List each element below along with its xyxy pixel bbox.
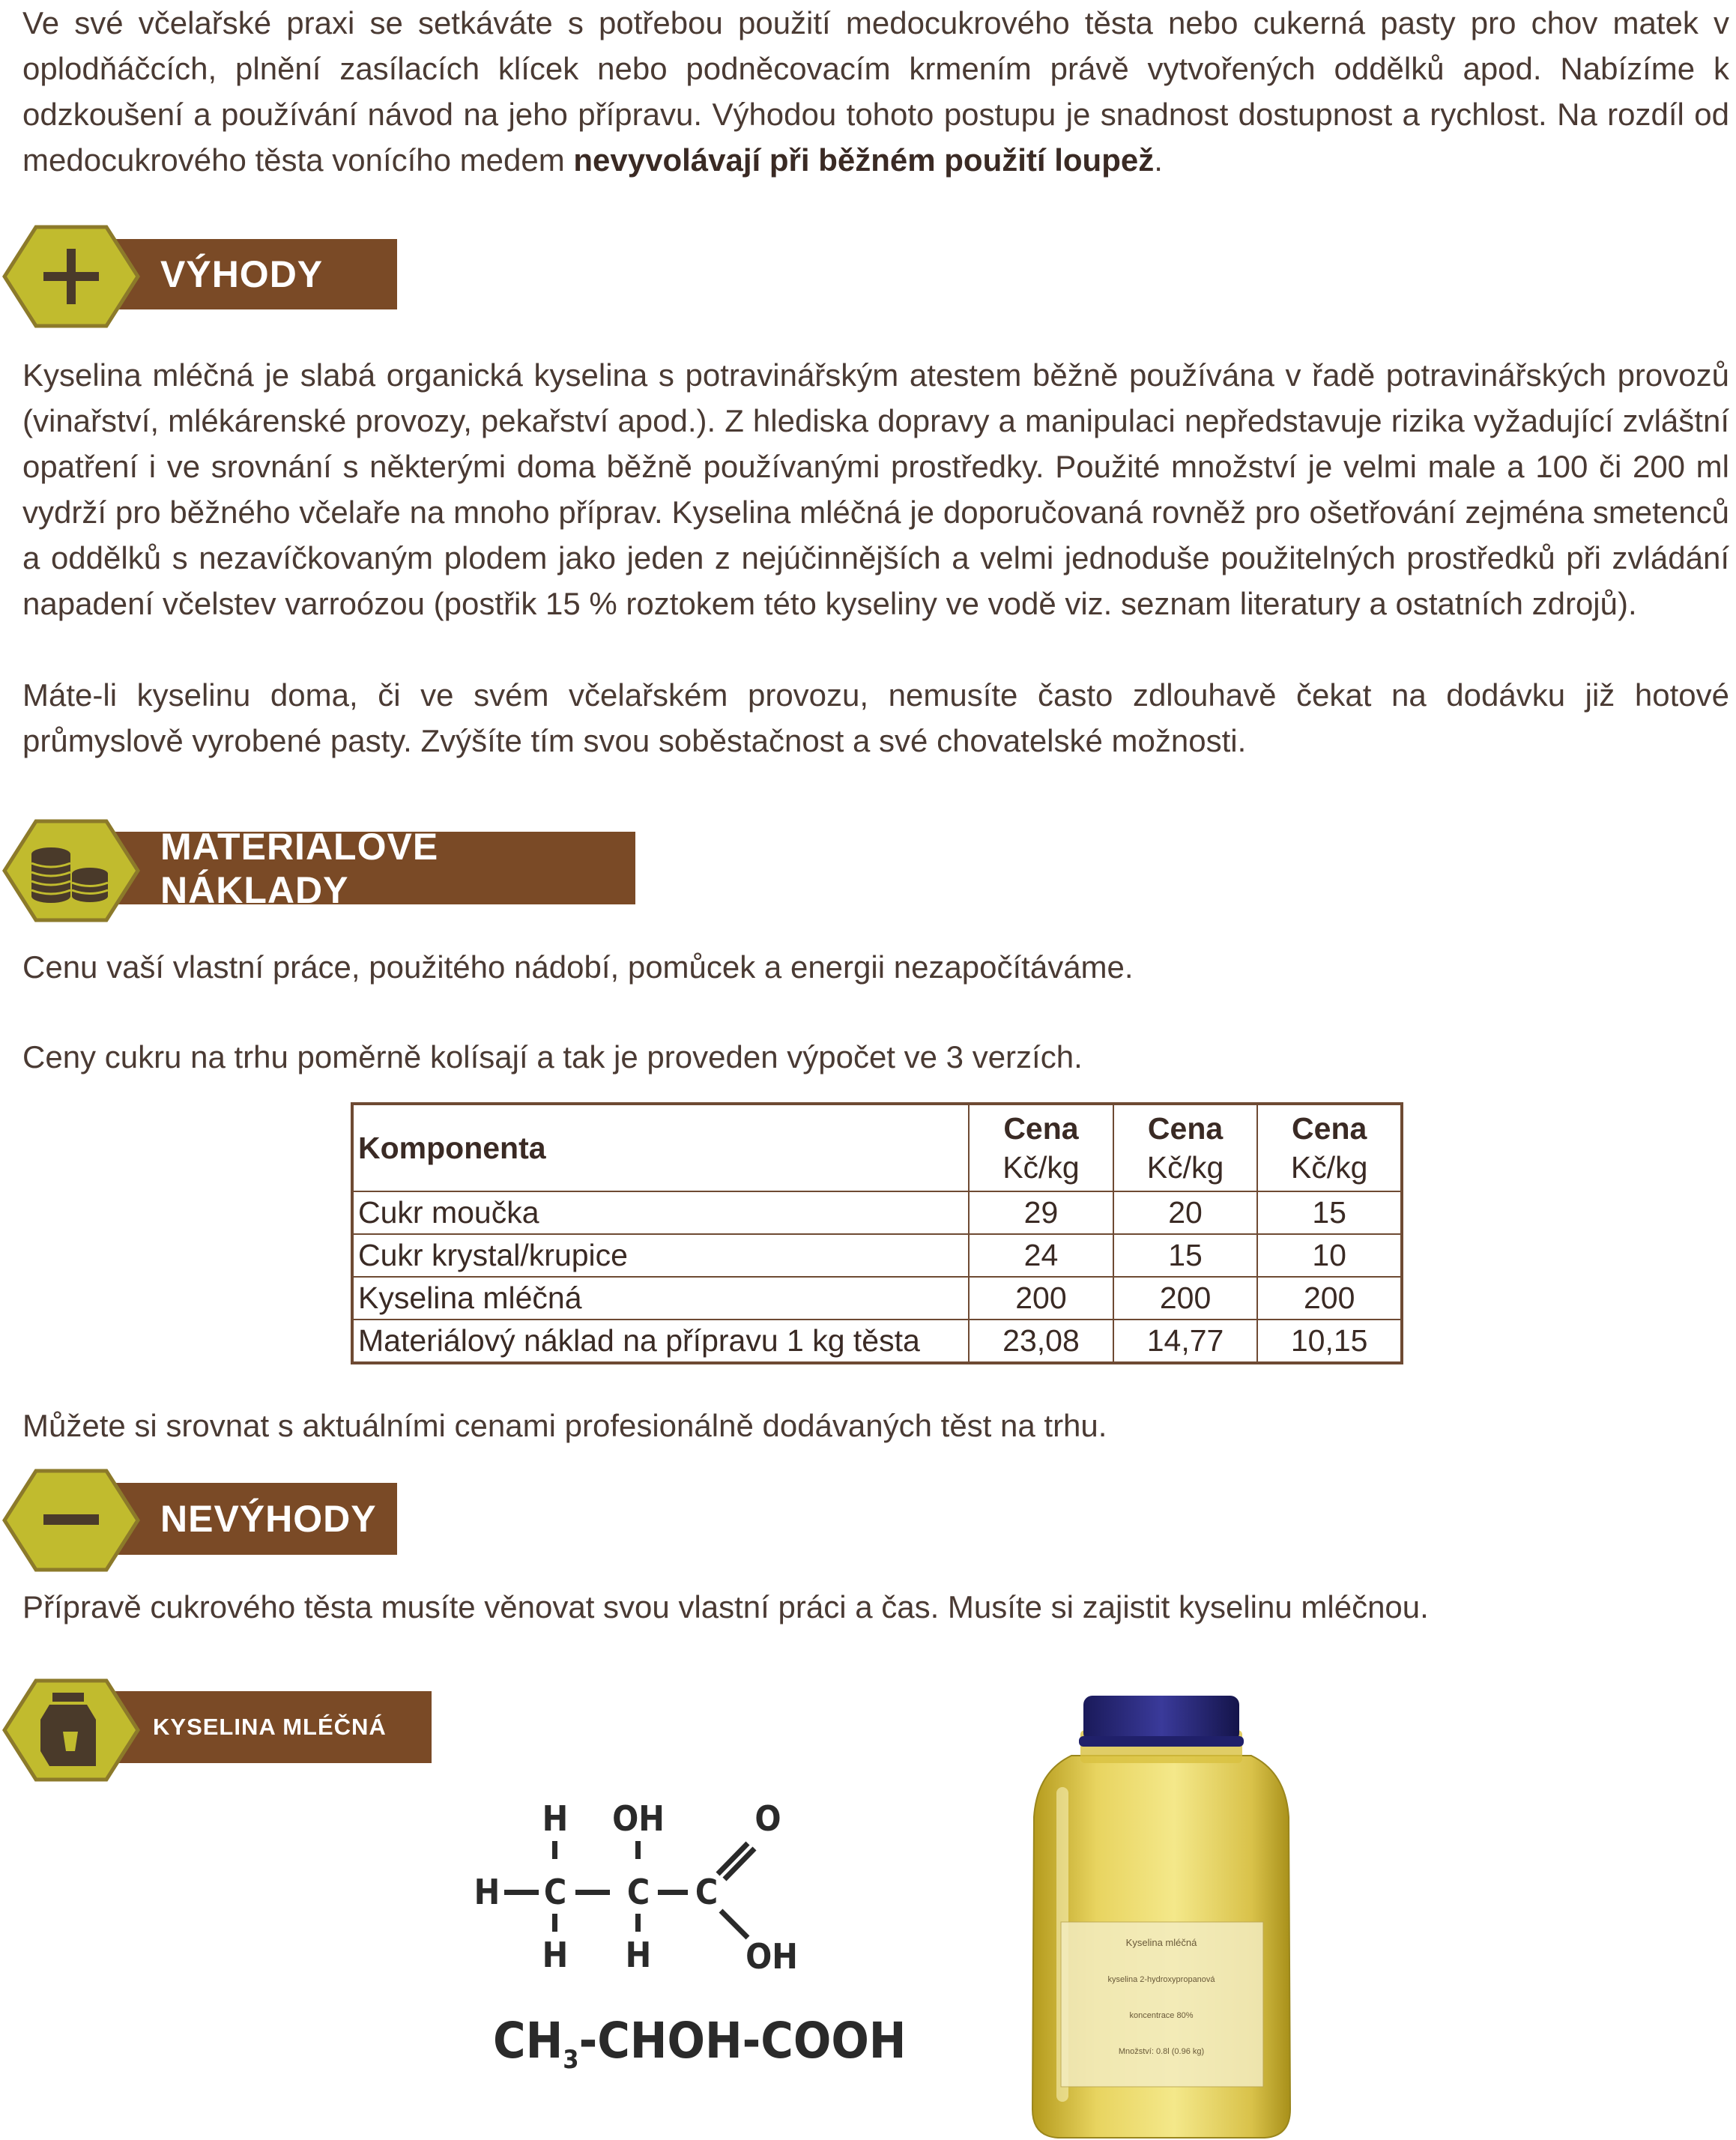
- plus-icon: [0, 223, 142, 330]
- table-row: [352, 1320, 1402, 1363]
- column-header-price-3: Cena Kč/kg: [1257, 1104, 1402, 1191]
- row-label: Cukr krystal/krupice: [352, 1234, 969, 1277]
- costs-after-table: Můžete si srovnat s aktuálními cenami profesionálně dodávaných těst na trhu.: [22, 1408, 1107, 1443]
- cell-value: 10,15: [1257, 1320, 1402, 1363]
- section-title: VÝHODY: [90, 239, 397, 309]
- cell-value: 29: [969, 1191, 1113, 1234]
- bond-c1-top: [552, 1841, 557, 1859]
- atom-c3: C: [695, 1872, 719, 1912]
- disadvantages-text: Přípravě cukrového těsta musíte věnovat svou vlastní práci a čas. Musíte si zajistit kyselinu mléčnou.: [22, 1589, 1429, 1624]
- bond-c2-c3: [658, 1890, 688, 1895]
- column-header-price-1: Cena Kč/kg: [969, 1104, 1113, 1191]
- structural-formula: [465, 1791, 907, 2076]
- costs-line-1: Cenu vaší vlastní práce, použitého nádobí, pomůcek a energii nezapočítáváme.: [22, 949, 1134, 985]
- cell-value: 200: [1113, 1277, 1258, 1320]
- atom-h-bottom: H: [542, 1935, 569, 1975]
- costs-line-2: Ceny cukru na trhu poměrně kolísají a tak je proveden výpočet ve 3 verzích.: [22, 1039, 1083, 1074]
- bond-c2-top: [635, 1841, 641, 1859]
- row-label: Cukr moučka: [352, 1191, 969, 1234]
- cell-value: 14,77: [1113, 1320, 1258, 1363]
- table-row: [352, 1191, 1402, 1234]
- cell-value: 20: [1113, 1191, 1258, 1234]
- cell-value: 200: [969, 1277, 1113, 1320]
- atom-h-left: H: [474, 1872, 500, 1912]
- atom-c2: C: [626, 1872, 650, 1912]
- label-line: Množství: 0.8l (0.96 kg): [1118, 2047, 1205, 2056]
- atom-o: O: [754, 1798, 781, 1839]
- bottle-label: [1061, 1922, 1263, 2087]
- table-header-row: [352, 1104, 1402, 1191]
- advantages-paragraph-2: Máte-li kyselinu doma, či ve svém včelařském provozu, nemusíte často zdlouhavě čekat na dodávku již hotové průmyslově vyrobené pasty. Zvýšíte tím svou soběstačnost a své chovatelské možnosti.: [22, 677, 1729, 758]
- bond-c1-c2: [575, 1890, 610, 1895]
- minus-icon: [0, 1466, 142, 1574]
- intro-paragraph: Ve své včelařské praxi se setkáváte s potřebou použití medocukrového těsta nebo cukerná pasty pro chov matek v oplodňáčcích, plnění zasílacích klícek nebo podněcovacím krmením právě vytvořených oddělků apod. Nabízíme k odzkoušení a používání návod na jeho přípravu. Výhodou tohoto postupu je snadnost dostupnost a rychlost. Na rozdíl od medocukrového těsta vonícího medem nevyvolávají při běžném použití loupež.: [22, 5, 1729, 178]
- label-line: Kyselina mléčná: [1125, 1937, 1197, 1948]
- section-title: MATERIÁLOVÉ NÁKLADY: [90, 832, 635, 904]
- bond-c3-oh: [721, 1911, 748, 1938]
- cell-value: 24: [969, 1234, 1113, 1277]
- row-label: Materiálový náklad na přípravu 1 kg těsta: [352, 1320, 969, 1363]
- cell-value: 15: [1113, 1234, 1258, 1277]
- section-title: KYSELINA MLÉČNÁ: [90, 1691, 432, 1763]
- bond-c1-bottom: [552, 1914, 557, 1932]
- cell-value: 10: [1257, 1234, 1402, 1277]
- cost-table: [351, 1102, 1403, 1364]
- bond-h-c1: [504, 1890, 539, 1895]
- bottle-cap: [1083, 1696, 1239, 1742]
- column-header-component: Komponenta: [352, 1104, 969, 1191]
- atom-h-bottom-2: H: [625, 1935, 652, 1975]
- group-oh-top: OH: [612, 1798, 665, 1839]
- milk-carton-icon: [0, 1676, 142, 1784]
- group-oh-right: OH: [745, 1936, 798, 1977]
- table-row: [352, 1277, 1402, 1320]
- advantages-paragraph: Kyselina mléčná je slabá organická kyselina s potravinářským atestem běžně používána v řadě potravinářských provozů (vinařství, mlékárenské provozy, pekařství apod.). Z hlediska dopravy a manipulaci nepředstavuje rizika vyžadující zvláštní opatření i ve srovnání s některými doma běžně používanými prostředky. Použité množství je velmi male a 100 či 200 ml vydrží pro běžného včelaře na mnoho příprav. Kyselina mléčná je doporučovaná rovněž pro ošetřování zejména smetenců a oddělků s nezavíčkovaným plodem jako jeden z nejúčinnějších a velmi jednoduše použitelných prostředků při zvládání napadení včelstev varroózou (postřik 15 % roztokem této kyseliny ve vodě viz. seznam literatury a ostatních zdrojů).: [22, 357, 1729, 621]
- coins-icon: [0, 817, 142, 925]
- column-header-price-2: Cena Kč/kg: [1113, 1104, 1258, 1191]
- row-label: Kyselina mléčná: [352, 1277, 969, 1320]
- atom-c1: C: [543, 1872, 567, 1912]
- label-line: koncentrace 80%: [1129, 2011, 1194, 2020]
- section-title: NEVÝHODY: [90, 1483, 397, 1555]
- intro-bold: nevyvolávají při běžném použití loupež: [573, 142, 1155, 178]
- cell-value: 23,08: [969, 1320, 1113, 1363]
- table-row: [352, 1234, 1402, 1277]
- cell-value: 15: [1257, 1191, 1402, 1234]
- cell-value: 200: [1257, 1277, 1402, 1320]
- bond-c2-bottom: [635, 1914, 641, 1932]
- condensed-formula: $CH_3-CHOH$-COOH: [493, 2012, 907, 2075]
- label-line: kyselina 2-hydroxypropanová: [1107, 1975, 1215, 1984]
- atom-h-top: H: [542, 1798, 569, 1839]
- lactic-acid-bottle-image: [1026, 1690, 1296, 2140]
